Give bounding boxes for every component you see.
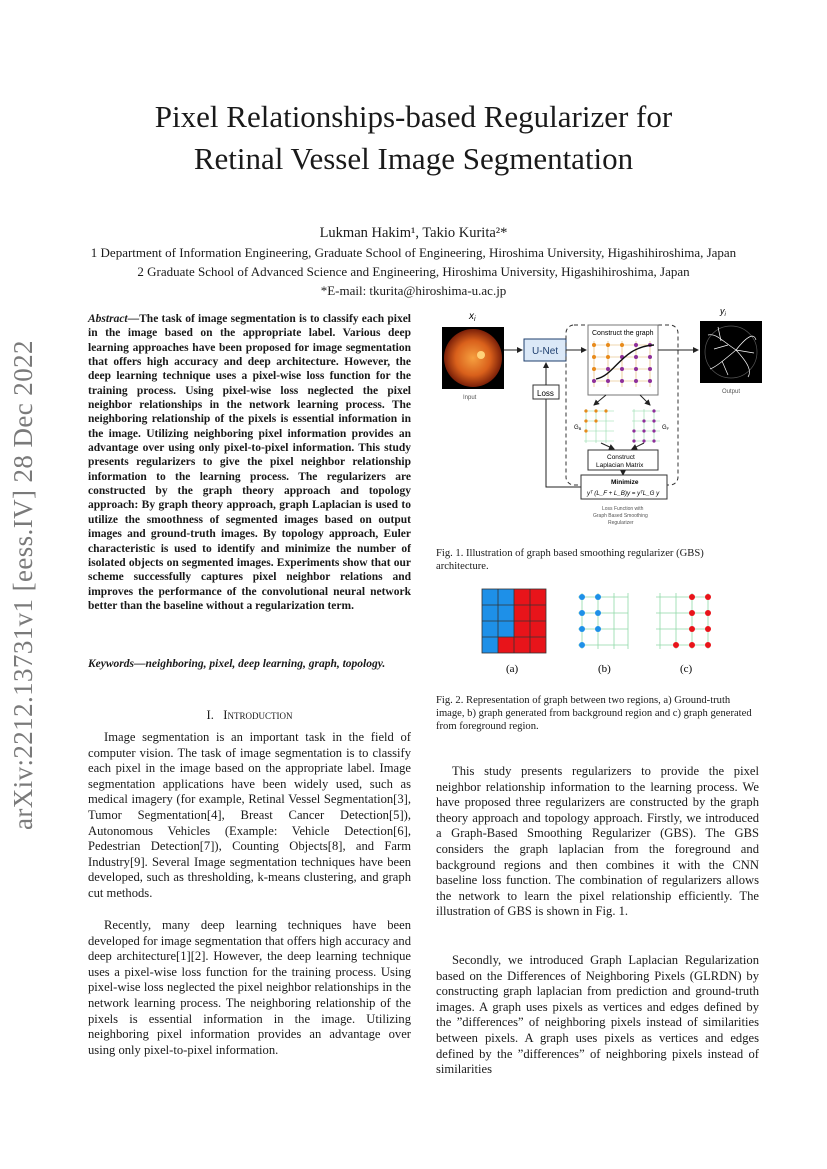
- affiliation-1: 1 Department of Information Engineering, Graduate School of Engineering, Hiroshima University, Higashihiroshima, Japan: [90, 245, 737, 260]
- output-image: [700, 321, 762, 383]
- fig2-label-c: (c): [680, 663, 693, 675]
- gb-label: GB: [574, 425, 582, 431]
- affiliation-2: 2 Graduate School of Advanced Science and Engineering, Hiroshima University, Higashihiroshima, Japan: [137, 264, 690, 279]
- arrow-gb-lap: [601, 443, 614, 449]
- right-paragraph-2-text: Secondly, we introduced Graph Laplacian Regularization based on the Differences of Neighboring Pixels (GLRDN) by constructing graph laplacian from prediction and ground-truth images. A graph uses pixels as vertices and edges defined by the ”differences” of neighboring pixels instead of similarities between pixels. A graph uses pixels as vertices and edges defined by the ”differences” of neighboring pixels instead of similarities: [436, 953, 759, 1077]
- fig1-xi-label: $x_i$: [469, 311, 476, 323]
- intro-paragraph-2: [88, 918, 411, 1058]
- figure-1: [436, 305, 766, 535]
- right-paragraph-1: [436, 764, 759, 920]
- fig1-yi-label: $y_i$: [720, 306, 726, 318]
- figure-2-caption: Fig. 2. Representation of graph between two regions, a) Ground-truth image, b) graph generated from background region and c) graph generated from foreground region.: [436, 695, 752, 733]
- fig2-label-a: (a): [506, 663, 519, 675]
- section-heading: [88, 708, 411, 723]
- paper-title: [0, 96, 827, 180]
- fig2-label-b: (b): [598, 663, 611, 675]
- ground-truth-image: [482, 589, 546, 653]
- loss-label: Loss: [537, 389, 554, 398]
- abstract: [88, 312, 411, 613]
- arrow-gf-lap: [632, 443, 644, 449]
- figure-1-caption: Fig. 1. Illustration of graph based smoothing regularizer (GBS) architecture.: [436, 548, 704, 573]
- retina-input-image: [444, 329, 502, 387]
- authors: Lukman Hakim¹, Takio Kurita²*: [319, 225, 508, 241]
- intro-paragraph-1-text: Image segmentation is an important task in the field of computer vision. The task of image segmentation is to classify each pixel in the image based on the appropriate label. Image segmentation applications have been widely used, such as medical imagery (for example, Retinal Vessel Segmentation[3], Tumor Segmentation[4], Breast Cancer Detection[5]), Autonomous Vehicles (Example: Vehicle Detection[6], Pedestrian Detection[7]), Counting Objects[8], and Farm Industry[9]. Several Image segmentation techniques have been developed, such as thresholding, k-means clustering, and graph cut methods.: [88, 730, 411, 900]
- intro-paragraph-1: [88, 730, 411, 902]
- fig1-output-label: Output: [722, 389, 741, 395]
- arrow-to-gb: [594, 395, 606, 405]
- arxiv-identifier[interactable]: arXiv:2212.13731v1 [eess.IV] 28 Dec 2022: [8, 340, 38, 830]
- gf-label: GF: [662, 425, 670, 431]
- section-title: Introduction: [223, 708, 293, 722]
- minimize-formula: yᵀ (L_F + L_B)y = yᵀL_G y: [587, 490, 660, 497]
- loss-fn-line1: Loss Function with: [602, 506, 644, 512]
- abstract-label: Abstract: [88, 313, 128, 325]
- gb-graph: [584, 409, 614, 443]
- arrow-to-gf: [640, 395, 650, 405]
- minimize-label: Minimize: [611, 479, 639, 486]
- abstract-text: —The task of image segmentation is to classify each pixel in the image based on the appropriate label. Various deep learning approaches have been proposed for image segmentation that offers high accuracy and deep architecture. However, the deep learning technique uses a pixel-wise loss function for the training process. Using pixel-wise loss neglected the pixel neighbor relationships in the network learning process. The neighboring relationship of the pixels is essential information in the image. Utilizing neighboring pixel information provides an advantage over using only pixel-to-pixel information. This study presents regularizers to give the pixel neighbor relationship information to the learning process. The regularizers are constructed by the graph theory approach and topology approach: By graph theory approach, graph Laplacian is used to utilize the smoothness of segmented images based on output images and ground-truth images. By topology approach, Euler characteristic is used to identify and minimize the number of isolated objects on segmented images. Experiments show that our scheme successfully captures pixel neighbor relations and improves the performance of the convolutional neural network better than the baseline without a regularization term.: [88, 313, 411, 612]
- background-graph: [578, 593, 628, 649]
- construct-laplacian-line1: Construct: [607, 454, 635, 461]
- section-number: I.: [206, 708, 214, 722]
- foreground-graph: [656, 593, 711, 649]
- construct-laplacian-line2: Laplacian Matrix: [596, 462, 644, 469]
- title-line-1: Pixel Relationships-based Regularizer for: [154, 99, 673, 134]
- right-paragraph-1-text: This study presents regularizers to provide the pixel neighbor relationship information to the learning process. We have proposed three regularizers are constructed by the graph theory approach and topology approach. Firstly, we introduced a Graph-Based Smoothing Regularizer (GBS). The GBS considers the graph laplacian from the foreground and background regions and then combines it with the CNN baseline loss function. The combination of regularizers allows the network to learn the pixel relationship efficiently. The illustration of GBS is shown in Fig. 1.: [436, 764, 759, 919]
- loss-fn-line2: Graph Based Smoothing: [593, 513, 648, 519]
- gf-graph: [632, 409, 660, 443]
- title-line-2: Retinal Vessel Image Segmentation: [193, 141, 634, 176]
- loss-fn-line3: Regularizer: [608, 520, 634, 526]
- figure-2: [478, 585, 723, 680]
- fig1-input-label: Input: [463, 395, 477, 401]
- intro-paragraph-2-text: Recently, many deep learning techniques have been developed for image segmentation that offers high accuracy and deep architecture[1][2]. However, the deep learning technique uses a pixel-wise loss function for the training process. Using pixel-wise loss neglected the pixel neighbor relationships in the network learning process. The neighboring relationship of the pixels is essential information in the image. Utilizing neighboring pixel information provides an advantage over using only pixel-to-pixel information.: [88, 918, 411, 1057]
- construct-graph-label: Construct the graph: [592, 330, 654, 337]
- optic-disc: [477, 351, 485, 359]
- keywords: Keywords—neighboring, pixel, deep learning, graph, topology.: [88, 658, 386, 670]
- right-paragraph-2: [436, 953, 759, 1078]
- unet-label: U-Net: [532, 346, 559, 357]
- email: *E-mail: tkurita@hiroshima-u.ac.jp: [320, 283, 507, 298]
